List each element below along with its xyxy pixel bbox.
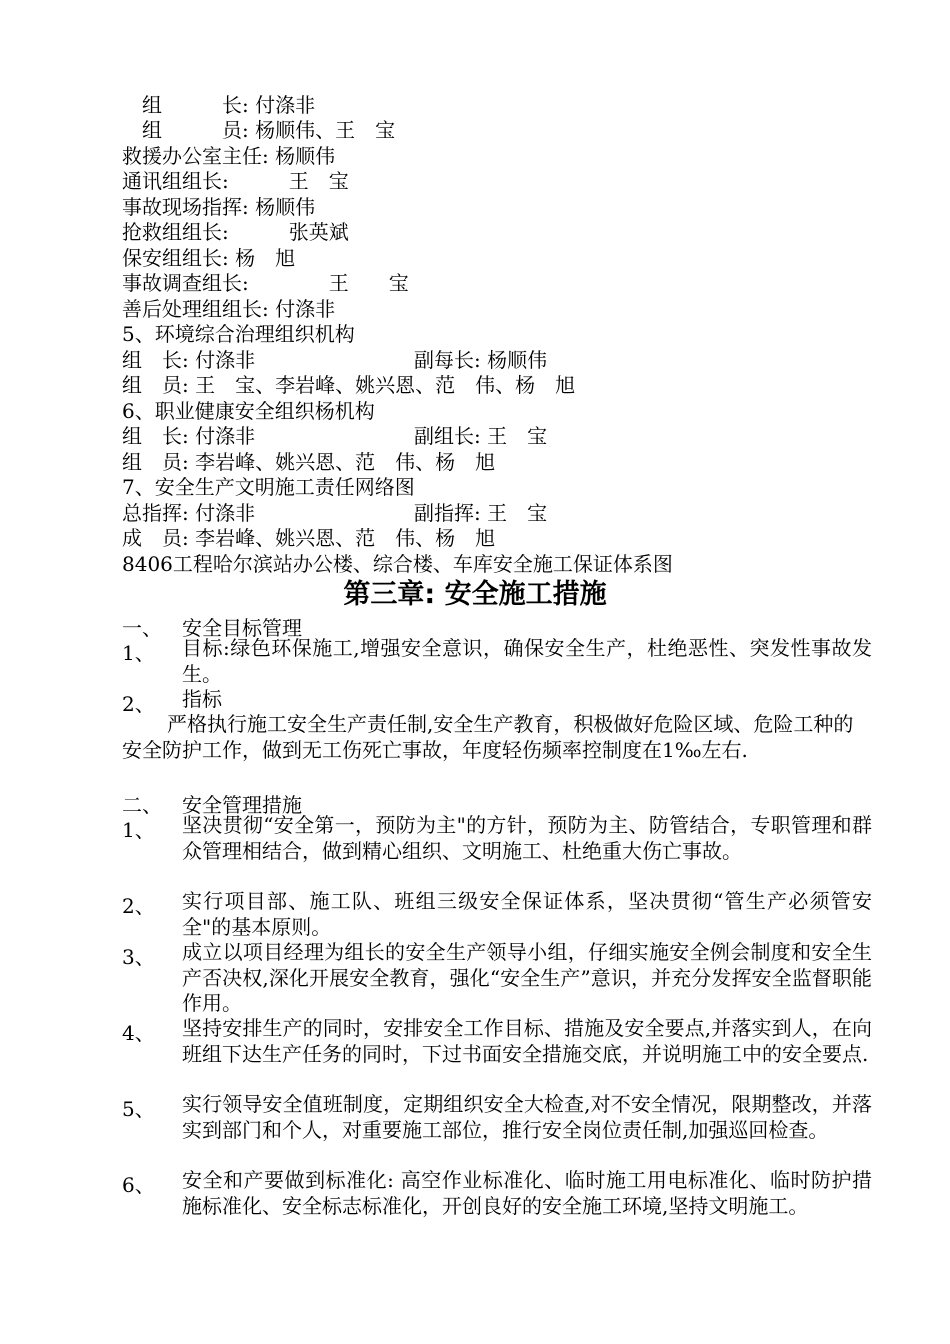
- s2-item6-number: 6、: [122, 1173, 155, 1197]
- section2-title: 安全管理措施: [182, 793, 302, 817]
- org-line-rescue-group: 抢救组组长: 张英斌: [122, 220, 349, 244]
- section1-title: 安全目标管理: [182, 616, 302, 640]
- s1-item2-number: 2、: [122, 692, 155, 716]
- s1-item1-text: 目标:绿色环保施工,增强安全意识，确保安全生产，杜绝恶性、突发性事故发生。: [182, 636, 872, 686]
- section1-number: 一、: [122, 616, 162, 640]
- chapter-title: 第三章: 安全施工措施: [343, 579, 607, 610]
- org-line-investigation: 事故调查组长: 王 宝: [122, 271, 409, 295]
- network-deputy: 副指挥: 王 宝: [414, 501, 548, 525]
- health-row-leader: [122, 424, 548, 449]
- org-line-members: 组 员: 杨顺伟、王 宝: [122, 118, 396, 142]
- section2-number: 二、: [122, 793, 162, 817]
- network-commander: 总指挥: 付涤非: [122, 501, 256, 525]
- s2-item2-number: 2、: [122, 894, 155, 918]
- health-row-members: 组 员: 李岩峰、姚兴恩、范 伟、杨 旭: [122, 450, 496, 474]
- network-row-members: 成 员: 李岩峰、姚兴恩、范 伟、杨 旭: [122, 526, 496, 550]
- health-deputy: 副组长: 王 宝: [414, 424, 548, 448]
- health-heading: 6、职业健康安全组织杨机构: [122, 399, 375, 423]
- s2-item5-text: 实行领导安全值班制度，定期组织安全大检查,对不安全情况，限期整改，并落实到部门和个人，对重要施工部位，推行安全岗位责任制,加强巡回检查。: [182, 1092, 872, 1142]
- network-row-commander: [122, 501, 548, 526]
- s2-item4-number: 4、: [122, 1021, 155, 1045]
- env-deputy: 副每长: 杨顺伟: [414, 348, 548, 372]
- org-line-leader: 组 长: 付涤非: [122, 93, 316, 117]
- s1-item1-number: 1、: [122, 641, 155, 665]
- s2-item2-text: 实行项目部、施工队、班组三级安全保证体系，坚决贯彻“管生产必须管安全"的基本原则。: [182, 889, 872, 939]
- s2-item4-text: 坚持安排生产的同时，安排安全工作目标、措施及安全要点,并落实到人，在向班组下达生产任务的同时，下过书面安全措施交底，并说明施工中的安全要点.: [182, 1016, 872, 1066]
- s2-item5-number: 5、: [122, 1097, 155, 1121]
- health-leader: 组 长: 付涤非: [122, 424, 256, 448]
- org-line-aftermath: 善后处理组组长: 付涤非: [122, 297, 336, 321]
- s2-item3-number: 3、: [122, 945, 155, 969]
- s2-item1-text: 坚决贯彻“安全第一，预防为主"的方针，预防为主、防管结合，专职管理和群众管理相结合，做到精心组织、文明施工、杜绝重大伤亡事故。: [182, 813, 872, 863]
- s1-paragraph: 严格执行施工安全生产责任制,安全生产教育，积极做好危险区域、危险工种的安全防护工作，做到无工伤死亡事故，年度轻伤频率控制度在1‰左右.: [122, 712, 854, 762]
- env-leader: 组 长: 付涤非: [122, 348, 256, 372]
- org-line-security: 保安组组长: 杨 旭: [122, 246, 296, 270]
- s1-item2-text: 指标: [182, 687, 222, 711]
- org-line-site-command: 事故现场指挥: 杨顺伟: [122, 195, 316, 219]
- network-heading: 7、安全生产文明施工责任网络图: [122, 475, 415, 499]
- env-heading: 5、环境综合治理组织机构: [122, 322, 355, 346]
- s2-item1-number: 1、: [122, 818, 155, 842]
- system-diagram-line: 8406工程哈尔滨站办公楼、综合楼、车库安全施工保证体系图: [122, 552, 673, 576]
- s2-item6-text: 安全和产要做到标准化: 高空作业标准化、临时施工用电标准化、临时防护措施标准化、安全标志标准化，开创良好的安全施工环境,坚持文明施工。: [182, 1168, 872, 1218]
- env-row-leader: [122, 348, 548, 373]
- s2-item3-text: 成立以项目经理为组长的安全生产领导小组，仔细实施安全例会制度和安全生产否决权,深化开展安全教育，强化“安全生产”意识，并充分发挥安全监督职能作用。: [182, 940, 872, 1015]
- org-line-rescue-office: 救援办公室主任: 杨顺伟: [122, 144, 336, 168]
- org-line-comm: 通讯组组长: 王 宝: [122, 169, 349, 193]
- env-row-members: 组 员: 王 宝、李岩峰、姚兴恩、范 伟、杨 旭: [122, 373, 576, 397]
